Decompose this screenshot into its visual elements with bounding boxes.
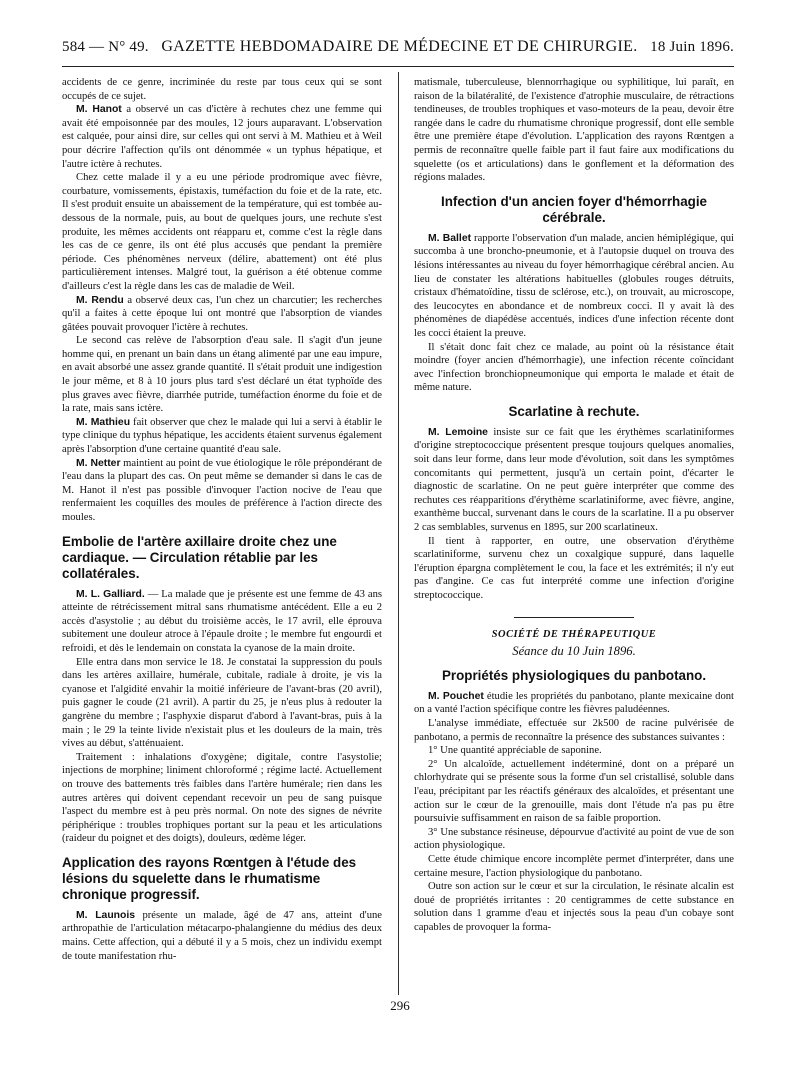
section-heading: Infection d'un ancien foyer d'hémorrhagie cérébrale. xyxy=(440,193,708,225)
right-column xyxy=(414,76,734,934)
society-title: SOCIÉTÉ DE THÉRAPEUTIQUE xyxy=(491,628,657,640)
paragraph-text: fait observer que chez le malade qui lui a servi à établir le type clinique du typhus hépatique, les accidents étaient survenus également après l'absorption d'une certaine quantité d'eau sale. xyxy=(62,416,383,456)
paragraph-text: a observé deux cas, l'un chez un charcutier; les recherches qu'il a faites à cette époque lui ont montré que l'absorption de viandes gâtées pouvait provoquer l'ictère à rechutes. xyxy=(62,294,382,333)
session-date: Séance du 10 Juin 1896. xyxy=(512,644,636,659)
speaker-name: M. Lemoine xyxy=(428,426,488,438)
paragraph: Traitement : inhalations d'oxygène; digitale, contre l'asystolie; injections de morphine; liniment chloroformé ; régime lacté. Actuellement on trouve des battements très faibles dans l'artère humérale; rien dans les autres artères qui doivent cependant recevoir un peu de sang puisque l'aspect du membre est à peu près normal. On note des signes de névrite périphérique : troubles trophiques portant sur la peau et les articulations (raideur du poignet et des doigts), douleurs, œdème léger. xyxy=(62,751,382,845)
list-item: 1° Une quantité appréciable de saponine. xyxy=(428,745,602,757)
paragraph: L'analyse immédiate, effectuée sur 2k500 de racine pulvérisée de panbotano, a permis de reconnaître la présence des substances suivantes : xyxy=(414,717,734,743)
speaker-name: M. L. Galliard. xyxy=(76,588,145,600)
speaker-name: M. Hanot xyxy=(76,104,122,116)
paragraph: Cette étude chimique encore incomplète permet d'interpréter, dans une certaine mesure, l'action physiologique du panbotano. xyxy=(414,853,734,879)
paragraph-lemoine xyxy=(414,426,734,535)
paragraph-launois xyxy=(62,909,382,963)
paragraph-netter xyxy=(62,457,382,525)
section-separator-rule xyxy=(514,617,634,618)
paragraph: Il s'était donc fait chez ce malade, au point où la résistance était moindre (foyer ancien d'hémorrhagie), une infection récente coïncidant avec l'infection bronchiopneumonique qui emporta le malade et était de même nature. xyxy=(414,341,734,394)
folio-number: 296 xyxy=(390,998,410,1013)
paragraph: Le second cas relève de l'absorption d'eau sale. Il s'agit d'un jeune homme qui, en prenant un bain dans un étang alimenté par une eau impure, en avait absorbé une assez grande quantité. Il s'était produit une indigestion le jour même, et 8 à 10 jours plus tard s'est déclaré un état typhoïde des plus graves avec fièvre, diarrhée putride, tuméfaction énorme du foie et de la rate, mais sans ictère. xyxy=(62,335,382,415)
paragraph-galliard xyxy=(62,588,382,656)
speaker-name: M. Launois xyxy=(76,909,136,921)
paragraph-pouchet xyxy=(414,690,734,717)
journal-title: GAZETTE HEBDOMADAIRE DE MÉDECINE ET DE CHIRURGIE. xyxy=(161,38,638,55)
speaker-name: M. Rendu xyxy=(76,294,124,306)
section-heading: Application des rayons Rœntgen à l'étude des lésions du squelette dans le rhumatisme chronique progressif. xyxy=(62,854,357,902)
paragraph: Chez cette malade il y a eu une période prodromique avec fièvre, courbature, vomissements, épistaxis, tuméfaction du foie et de la rate, etc. Il s'est produit ensuite un abaissement de la température, qui est tombée au-dessous de la normale, puis, au bout de quelques jours, une rechute s'est produite, les mêmes accidents ont réapparu et, comme c'est la règle dans les cas de ce genre, ils ont été plus accusés que pendant la première période. Ces phénomènes nerveux (délire, abattement) ont été plus particulièrement intenses. Malgré tout, la guérison a été obtenue comme d'ailleurs c'est la règle dans les cas de maladie de Weil. xyxy=(62,172,382,292)
paragraph: accidents de ce genre, incriminée du reste par tous ceux qui se sont occupés de ce sujet. xyxy=(62,77,382,102)
paragraph: Outre son action sur le cœur et sur la circulation, le résinate alcalin est doué de propriétés irritantes : 20 centigrammes de cette substance en solution dans 1 gramme d'eau et injectés sous la peau d'un cobaye sont capables de provoquer la forma- xyxy=(414,881,734,933)
paragraph: Elle entra dans mon service le 18. Je constatai la suppression du pouls dans les artères axillaire, humérale, cubitale, radiale à droite, je vis la cyanose et l'algidité envahir la moitié inférieure de l'avant-bras (20 avril), puis gagner le coude (21 avril). A partir du 25, je n'eus plus à redouter la gangrène du membre ; l'asphyxie disparut d'abord à l'avant-bras, puis à la main ; le 29 la teinte livide n'existait plus et les douleurs de la main, très vives au début, s'atténuaient. xyxy=(62,656,382,750)
paragraph: matismale, tuberculeuse, blennorrhagique ou syphilitique, lui paraît, en raison de la bilatéralité, de l'existence d'atrophie musculaire, de rétractions tendineuses, de troubles trophiques et vaso-moteurs de la peau, devoir être rangée dans le cadre du rhumatisme chronique progressif, dont elle semble être une première étape d'évolution. L'application des rayons Rœntgen a permis de reconnaître quelle faible part il faut faire aux modifications du squelette (os et articulations) dans le gonflement et la déformation des régions malades. xyxy=(414,77,734,184)
speaker-name: M. Mathieu xyxy=(76,416,131,428)
paragraph-ballet xyxy=(414,232,734,341)
paragraph-text: rapporte l'observation d'un malade, ancien hémiplégique, qui succomba à une broncho-pneumonie, et à l'autopsie duquel on trouva des lésions intéressantes au niveau du foyer hémorrhagique cérébral ancien. Au lieu de constater les altérations habituelles (globules rouges détruits, cristaux d'hématoïdine, tissu de sclérose, etc.), on trouvait, au microscope, des leucocytes en abondance et de nombreux cocci. Il y avait là des phénomènes de diapédèse accentués, indices d'une infection récente dont les cocci étaient la preuve. xyxy=(414,232,734,339)
paragraph-text: étudie les propriétés du panbotano, plante mexicaine dont on a vanté l'action spécifique contre les fièvres paludéennes. xyxy=(414,690,734,716)
section-heading: Propriétés physiologiques du panbotano. xyxy=(441,667,707,683)
paragraph-text: — La malade que je présente est une femme de 43 ans atteinte de rétrécissement mitral sans rhumatisme antécédent. Elle a eu 2 accès d'asystolie ; au début du troisième accès, le 17 avril, elle éprouva subitement une douleur atroce à l'épaule droite ; le membre fut engourdi et refroidi, et dès le lendemain on constata la cyanose de la main droite. xyxy=(62,588,382,654)
paragraph-text: maintient au point de vue étiologique le rôle prépondérant de l'eau dans la plupart des cas. On peut même se demander si dans le cas de M. Hanot il n'est pas possible d'invoquer l'action nocive de l'eau que renfermaient les coquilles des moules de préférence à l'action directe des moules. xyxy=(62,457,382,523)
speaker-name: M. Ballet xyxy=(428,232,472,244)
left-column xyxy=(62,76,382,963)
paragraph-text: a observé un cas d'ictère à rechutes chez une femme qui avait été empoisonnée par des moules, 12 jours auparavant. L'observation est calquée, pour ainsi dire, sur celles qui ont servi à M. Mathieu et à Weil pour décrire l'affection qu'ils ont dénommée « un typhus hépatique, et l'autre ictère à rechutes. xyxy=(62,104,382,170)
paragraph-mathieu xyxy=(62,416,382,457)
speaker-name: M. Netter xyxy=(76,457,121,469)
column-divider xyxy=(398,72,399,995)
paragraph-text: présente un malade, âgé de 47 ans, atteint d'une arthropathie de l'articulation métacarpo-phalangienne du médius des deux mains. Cette affection, qui a débuté il y a 5 mois, chez un individu exempt de toute manifestation rhu- xyxy=(62,909,383,962)
issue-date: 18 Juin 1896. xyxy=(650,39,734,55)
paragraph-hanot xyxy=(62,103,382,171)
section-heading: Embolie de l'artère axillaire droite chez une cardiaque. — Circulation rétablie par les collatérales. xyxy=(62,533,337,581)
speaker-name: M. Pouchet xyxy=(428,690,484,702)
header-rule xyxy=(62,66,734,67)
paragraph-text: insiste sur ce fait que les érythèmes scarlatiniformes d'origine streptococcique présentent presque toujours quelques anomalies, soit dans leur forme, dans leur mode d'évolution, soit dans les symptômes concomitants qui permettent, jusqu'à un certain point, d'écarter le diagnostic de scarlatine. On ne peut guère interpréter que comme des rechutes ces réapparitions d'érythème scarlatiniforme, avec fièvre, angine, exanthème buccal, survenant dans le cours de la scarlatine. Il a pu observer 2 cas semblables, survenus en 1895, sur 200 scarlatineux. xyxy=(414,426,734,534)
running-header xyxy=(62,38,734,66)
paragraph: Il tient à rapporter, en outre, une observation d'érythème scarlatiniforme, survenu chez un coxalgique suppuré, dans laquelle l'éruption épargna complètement le cou, la face et les extrémités; il n'y eut pas d'angine. Ce cas fut interprété comme une infection d'origine streptococcique. xyxy=(414,535,734,601)
list-item: 2° Un alcaloïde, actuellement indéterminé, dont on a préparé un chlorhydrate qui se présente sous la forme d'un sel cristallisé, soluble dans l'eau, précipitant par les réactifs généraux des alcaloïdes, et présentant une action sur le cœur de la grenouille, mais dont l'étude n'a pas pu être poursuivie suffisamment en raison de sa faible proportion. xyxy=(414,758,734,825)
page-number-issue: 584 — N° 49. xyxy=(62,39,149,55)
list-item: 3° Une substance résineuse, dépourvue d'activité au point de vue de son action physiologique. xyxy=(414,826,734,852)
paragraph-rendu xyxy=(62,294,382,335)
section-heading: Scarlatine à rechute. xyxy=(508,403,640,419)
